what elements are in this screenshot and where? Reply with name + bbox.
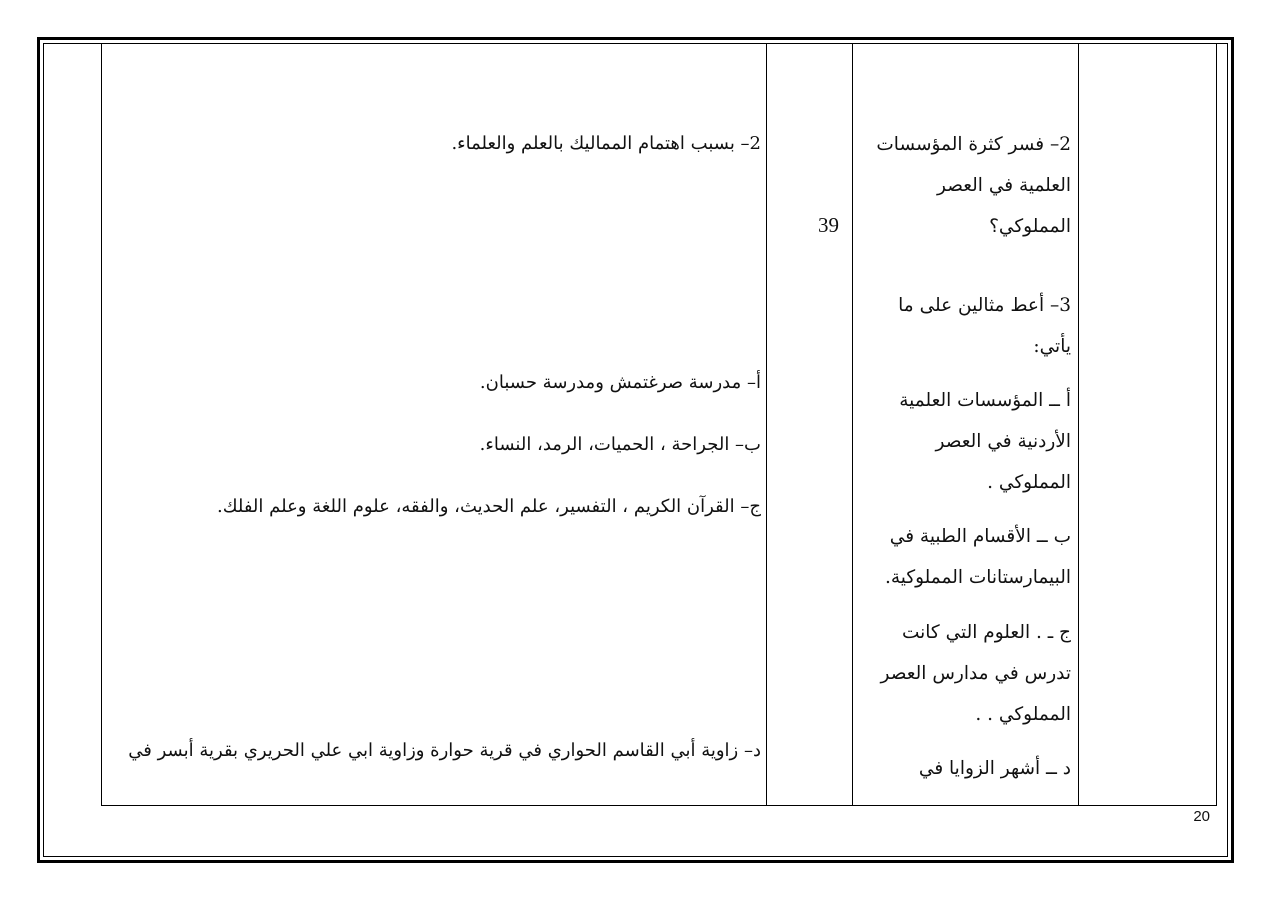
question-line: 2– فسر كثرة المؤسسات <box>876 134 1071 155</box>
answer-alef: أ– مدرسة صرغتمش ومدرسة حسبان. <box>479 372 761 393</box>
question-3-item-ba <box>861 516 1071 598</box>
question-2 <box>861 124 1071 247</box>
answer-ba: ب– الجراحة ، الحميات، الرمد، النساء. <box>479 434 761 455</box>
page-number: 20 <box>1193 808 1210 825</box>
question-line: ب ــ الأقسام الطبية في <box>889 526 1071 547</box>
answer-2: 2– بسبب اهتمام المماليك بالعلم والعلماء. <box>451 133 761 154</box>
table-line-right <box>1216 43 1217 806</box>
question-line: أ ــ المؤسسات العلمية <box>899 390 1071 411</box>
question-line: العلمية في العصر <box>937 175 1071 196</box>
question-3 <box>861 285 1071 367</box>
reference-number: 39 <box>818 213 839 237</box>
question-line: المملوكي؟ <box>989 216 1071 237</box>
question-3-item-alef <box>861 380 1071 503</box>
table-line-question-right <box>1078 43 1079 806</box>
answer-jim: ج– القرآن الكريم ، التفسير، علم الحديث، والفقه، علوم اللغة وعلم الفلك. <box>216 496 761 517</box>
question-line: الأردنية في العصر <box>935 431 1071 452</box>
table-line-left <box>101 43 102 806</box>
question-line: 3– أعط مثالين على ما <box>898 295 1071 316</box>
table-line-answers-right <box>766 43 767 806</box>
question-3-item-jim <box>861 612 1071 735</box>
question-line: المملوكي . <box>987 472 1071 493</box>
question-line: البيمارستانات المملوكية. <box>884 567 1071 588</box>
question-line: المملوكي . . <box>975 704 1071 725</box>
question-line: يأتي: <box>1033 336 1071 357</box>
question-line: ج ـ . العلوم التي كانت <box>901 622 1071 643</box>
question-3-item-dal <box>861 748 1071 789</box>
table-line-ref-right <box>852 43 853 806</box>
question-line: د ــ أشهر الزوايا في <box>918 758 1071 779</box>
table-bottom-line <box>101 805 1216 806</box>
answer-dal: د– زاوية أبي القاسم الحواري في قرية حوارة وزاوية ابي علي الحريري بقرية أبسر في <box>128 740 761 761</box>
question-line: تدرس في مدارس العصر <box>880 663 1071 684</box>
